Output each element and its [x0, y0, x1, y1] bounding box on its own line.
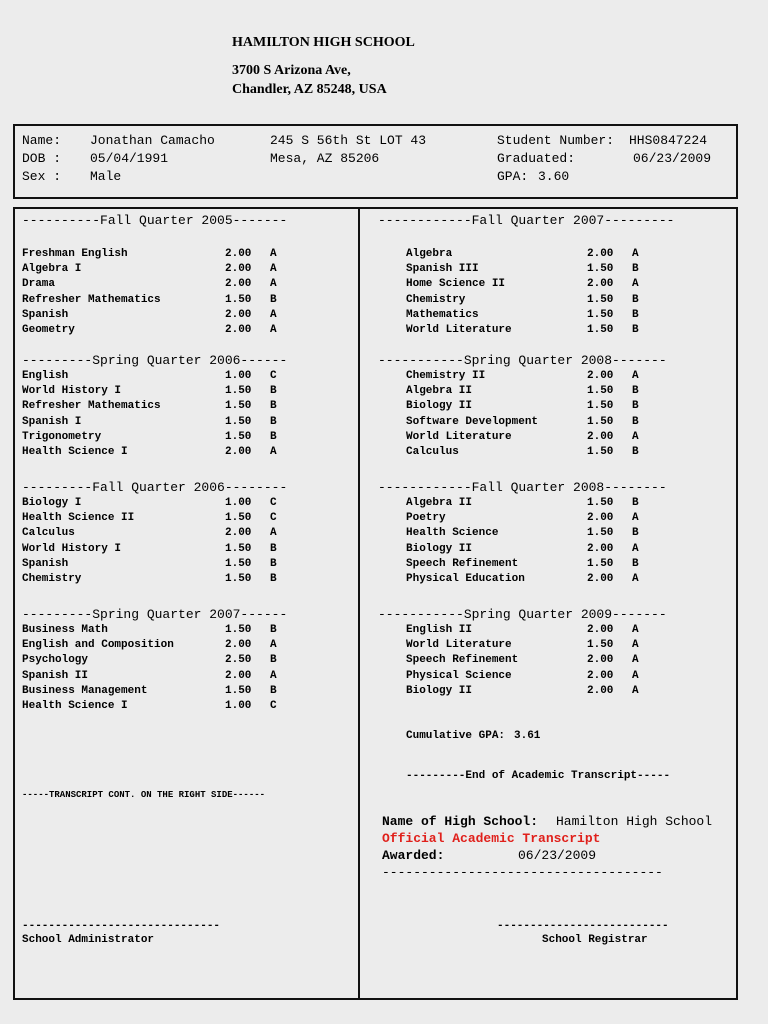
course-grade: A — [270, 527, 277, 540]
course-name: Software Development — [406, 415, 539, 428]
course-grade: A — [632, 669, 639, 682]
course-name: World History I — [22, 542, 122, 555]
course-grade: B — [270, 430, 277, 443]
course-name: English II — [406, 624, 473, 636]
course-grade: A — [270, 324, 277, 336]
course-credits: 1.50 — [587, 415, 614, 428]
course-name: Algebra II — [406, 385, 473, 398]
course-name: Mathematics — [406, 308, 479, 321]
course-grade: A — [632, 278, 639, 291]
course-grade: A — [270, 278, 277, 291]
quarter-heading: ------------Fall Quarter 2007--------- — [378, 213, 675, 228]
course-name: Calculus — [22, 527, 75, 540]
course-grade: A — [632, 542, 639, 555]
course-credits: 1.50 — [225, 400, 252, 413]
course-credits: 1.50 — [587, 557, 614, 570]
course-credits: 2.00 — [587, 370, 614, 382]
course-grade: B — [632, 308, 639, 321]
quarter-heading: ---------Spring Quarter 2006------ — [22, 353, 288, 368]
gpa-label: GPA: — [497, 169, 529, 184]
course-grade: B — [632, 263, 639, 276]
course-credits: 1.50 — [587, 497, 614, 509]
course-name: Speech Refinement — [406, 557, 519, 570]
graduated-label: Graduated: — [497, 151, 576, 166]
course-credits: 2.00 — [225, 248, 252, 260]
gpa-value: 3.60 — [538, 169, 570, 184]
course-name: Drama — [22, 278, 56, 291]
cumulative-gpa-label: Cumulative GPA: — [406, 730, 506, 742]
quarter-heading: -----------Spring Quarter 2008------- — [378, 353, 667, 368]
course-credits: 1.00 — [225, 370, 252, 382]
transcript-cont-note: -----TRANSCRIPT CONT. ON THE RIGHT SIDE------ — [22, 790, 266, 800]
school-name-label: Name of High School: — [382, 814, 539, 829]
course-name: Health Science II — [22, 512, 135, 525]
course-grade: A — [632, 512, 639, 525]
course-grade: A — [632, 624, 639, 636]
school-address-line2: Chandler, AZ 85248, USA — [232, 82, 387, 97]
course-credits: 2.00 — [587, 573, 614, 585]
course-name: Biology II — [406, 542, 473, 555]
course-credits: 1.50 — [587, 324, 614, 336]
course-grade: B — [632, 293, 639, 306]
course-name: Poetry — [406, 512, 446, 525]
student-number: HHS0847224 — [629, 133, 708, 148]
course-name: Physical Education — [406, 573, 525, 585]
course-credits: 2.00 — [587, 684, 614, 697]
school-address-line1: 3700 S Arizona Ave, — [232, 63, 351, 78]
student-number-label: Student Number: — [497, 133, 615, 148]
course-name: Chemistry — [22, 573, 82, 585]
graduated-date: 06/23/2009 — [633, 151, 712, 166]
course-credits: 2.00 — [225, 527, 252, 540]
course-grade: B — [270, 684, 277, 697]
dob-label: DOB : — [22, 151, 62, 166]
administrator-label: School Administrator — [22, 934, 155, 946]
quarter-heading: ---------Fall Quarter 2006-------- — [22, 480, 288, 495]
course-credits: 2.00 — [587, 542, 614, 555]
course-grade: A — [270, 446, 277, 458]
course-name: Speech Refinement — [406, 654, 519, 667]
course-credits: 2.00 — [225, 639, 252, 652]
course-grade: A — [270, 669, 277, 682]
course-name: Spanish III — [406, 263, 479, 276]
student-dob: 05/04/1991 — [90, 151, 169, 166]
course-credits: 1.50 — [225, 512, 252, 525]
course-credits: 1.50 — [225, 557, 252, 570]
course-name: English and Composition — [22, 639, 174, 652]
course-name: Spanish — [22, 308, 69, 321]
course-grade: A — [632, 248, 639, 260]
course-credits: 1.50 — [225, 624, 252, 636]
course-grade: A — [270, 248, 277, 260]
course-name: Psychology — [22, 654, 89, 667]
course-grade: B — [632, 557, 639, 570]
course-name: Spanish I — [22, 415, 82, 428]
course-credits: 1.50 — [587, 263, 614, 276]
course-grade: B — [270, 654, 277, 667]
course-name: Biology I — [22, 497, 82, 509]
course-credits: 2.00 — [587, 624, 614, 636]
course-credits: 1.50 — [587, 639, 614, 652]
quarter-heading: ----------Fall Quarter 2005------- — [22, 213, 288, 228]
name-label: Name: — [22, 133, 62, 148]
course-credits: 1.50 — [587, 446, 614, 458]
course-credits: 1.50 — [225, 385, 252, 398]
course-name: Physical Science — [406, 669, 512, 682]
course-credits: 2.00 — [225, 263, 252, 276]
course-grade: B — [270, 624, 277, 636]
course-name: Algebra I — [22, 263, 82, 276]
course-name: Refresher Mathematics — [22, 400, 161, 413]
course-name: Spanish II — [22, 669, 89, 682]
awarded-date: 06/23/2009 — [518, 848, 597, 863]
course-grade: B — [632, 400, 639, 413]
course-credits: 1.00 — [225, 700, 252, 712]
student-sex: Male — [90, 169, 122, 184]
course-grade: A — [270, 263, 277, 276]
course-credits: 1.50 — [587, 385, 614, 398]
course-name: Biology II — [406, 684, 473, 697]
course-name: Algebra — [406, 248, 453, 260]
registrar-signature-line: -------------------------- — [497, 920, 669, 932]
course-grade: A — [632, 639, 639, 652]
course-name: Chemistry II — [406, 370, 486, 382]
course-credits: 1.50 — [225, 293, 252, 306]
sex-label: Sex : — [22, 169, 62, 184]
course-grade: A — [632, 654, 639, 667]
course-name: Chemistry — [406, 293, 466, 306]
student-name: Jonathan Camacho — [90, 133, 215, 148]
course-name: World Literature — [406, 639, 512, 652]
course-credits: 2.00 — [225, 669, 252, 682]
course-name: World History I — [22, 385, 122, 398]
course-name: Calculus — [406, 446, 459, 458]
course-name: Refresher Mathematics — [22, 293, 161, 306]
course-name: Health Science I — [22, 700, 128, 712]
course-credits: 2.00 — [225, 278, 252, 291]
course-credits: 2.00 — [587, 654, 614, 667]
official-transcript-label: Official Academic Transcript — [382, 831, 601, 846]
course-credits: 2.00 — [587, 278, 614, 291]
course-credits: 1.00 — [225, 497, 252, 509]
course-name: Trigonometry — [22, 430, 102, 443]
course-name: Business Math — [22, 624, 108, 636]
course-grade: B — [270, 542, 277, 555]
course-grade: B — [632, 446, 639, 458]
course-credits: 2.00 — [587, 512, 614, 525]
course-grade: B — [270, 573, 277, 585]
end-of-transcript-note: ---------End of Academic Transcript----- — [406, 770, 671, 782]
student-city: Mesa, AZ 85206 — [270, 151, 380, 166]
awarded-label: Awarded: — [382, 848, 445, 863]
student-street: 245 S 56th St LOT 43 — [270, 133, 427, 148]
course-credits: 2.00 — [225, 308, 252, 321]
course-grade: C — [270, 700, 277, 712]
course-grade: B — [270, 415, 277, 428]
course-grade: A — [270, 639, 277, 652]
course-grade: C — [270, 497, 277, 509]
course-grade: B — [632, 415, 639, 428]
course-credits: 1.50 — [225, 430, 252, 443]
course-credits: 1.50 — [587, 527, 614, 540]
course-credits: 1.50 — [587, 293, 614, 306]
course-grade: B — [632, 497, 639, 509]
course-name: Geometry — [22, 324, 75, 336]
course-grade: C — [270, 370, 277, 382]
course-credits: 2.00 — [225, 324, 252, 336]
course-grade: B — [270, 385, 277, 398]
quarter-heading: ------------Fall Quarter 2008-------- — [378, 480, 667, 495]
course-name: World Literature — [406, 430, 512, 443]
course-credits: 1.50 — [225, 415, 252, 428]
school-name-value: Hamilton High School — [556, 814, 713, 829]
quarter-heading: ---------Spring Quarter 2007------ — [22, 607, 288, 622]
course-credits: 1.50 — [225, 573, 252, 585]
course-grade: B — [270, 557, 277, 570]
course-name: Home Science II — [406, 278, 506, 291]
course-grade: B — [632, 527, 639, 540]
administrator-signature-line: ------------------------------ — [22, 920, 221, 932]
course-credits: 2.00 — [587, 669, 614, 682]
course-credits: 2.00 — [587, 430, 614, 443]
course-name: Biology II — [406, 400, 473, 413]
school-name: HAMILTON HIGH SCHOOL — [232, 35, 415, 50]
course-name: World Literature — [406, 324, 512, 336]
course-name: English — [22, 370, 69, 382]
course-name: Algebra II — [406, 497, 473, 509]
course-grade: B — [270, 293, 277, 306]
course-credits: 2.50 — [225, 654, 252, 667]
course-grade: C — [270, 512, 277, 525]
course-credits: 1.50 — [587, 400, 614, 413]
course-name: Health Science — [406, 527, 499, 540]
course-name: Spanish — [22, 557, 69, 570]
cumulative-gpa-value: 3.61 — [514, 730, 541, 742]
course-name: Business Management — [22, 684, 148, 697]
course-grade: A — [632, 430, 639, 443]
course-grade: A — [632, 370, 639, 382]
course-credits: 1.50 — [225, 684, 252, 697]
course-grade: B — [632, 324, 639, 336]
course-grade: B — [632, 385, 639, 398]
course-name: Freshman English — [22, 248, 128, 260]
course-credits: 2.00 — [225, 446, 252, 458]
course-credits: 2.00 — [587, 248, 614, 260]
course-grade: A — [632, 573, 639, 585]
course-credits: 1.50 — [225, 542, 252, 555]
award-rule: ------------------------------------ — [382, 865, 663, 880]
quarter-heading: -----------Spring Quarter 2009------- — [378, 607, 667, 622]
course-grade: A — [632, 684, 639, 697]
course-grade: A — [270, 308, 277, 321]
registrar-label: School Registrar — [542, 934, 648, 946]
course-grade: B — [270, 400, 277, 413]
course-name: Health Science I — [22, 446, 128, 458]
course-credits: 1.50 — [587, 308, 614, 321]
